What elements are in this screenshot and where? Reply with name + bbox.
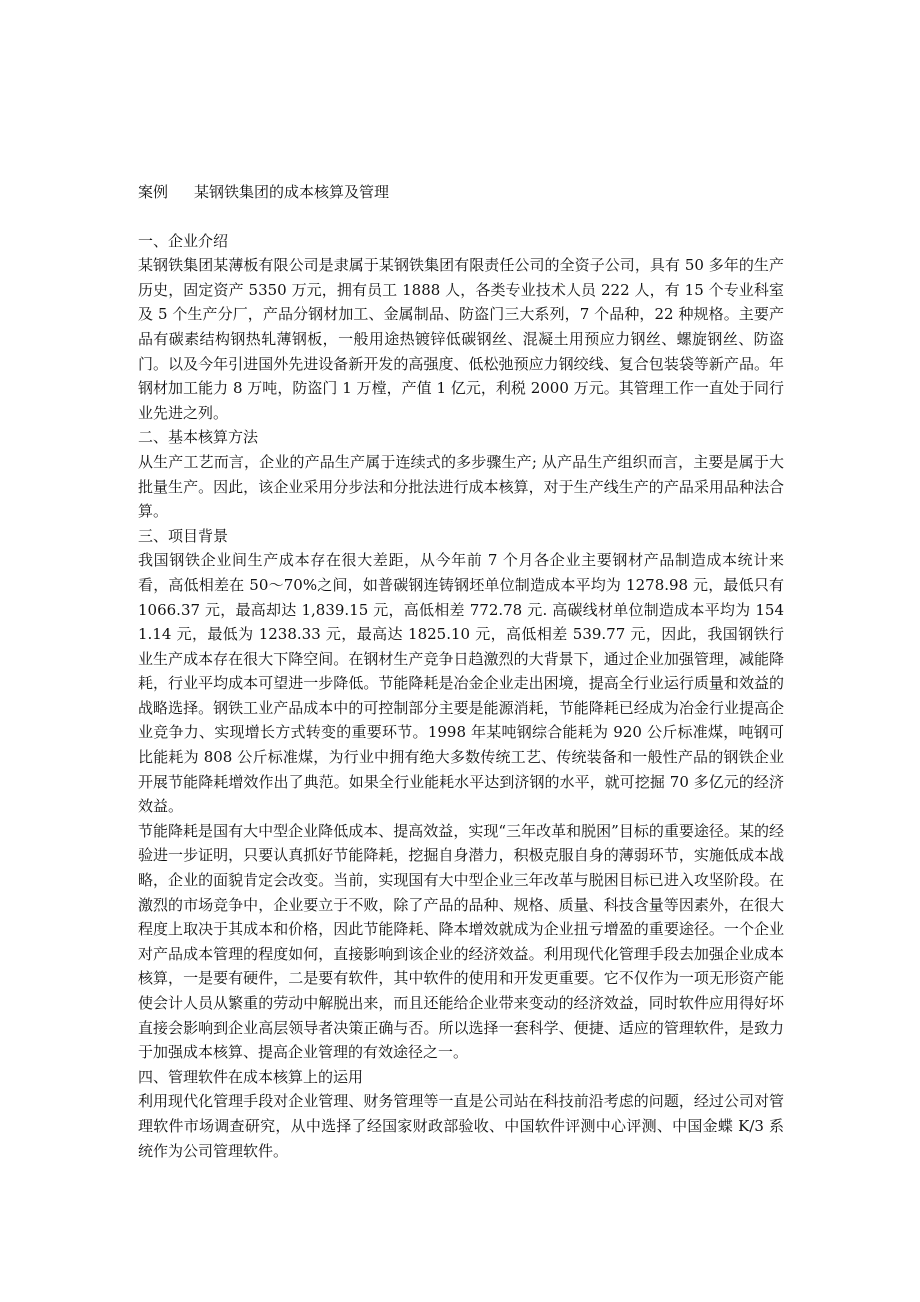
section-accounting-method — [138, 425, 784, 523]
document-page — [138, 180, 784, 1163]
section-heading: 一、企业介绍 — [138, 231, 229, 250]
section-software-application — [138, 1065, 784, 1163]
section-heading: 三、项目背景 — [138, 526, 229, 545]
section-project-background — [138, 524, 784, 1065]
section-company-intro — [138, 229, 784, 426]
paragraph: 从生产工艺而言，企业的产品生产属于连续式的多步骤生产; 从产品生产组织而言，主要是属于大批量生产。因此，该企业采用分步法和分批法进行成本核算，对于生产线生产的产品采用品种法合算。 — [138, 452, 784, 521]
paragraph: 某钢铁集团某薄板有限公司是隶属于某钢铁集团有限责任公司的全资子公司，具有 50 多年的生产历史，固定资产 5350 万元，拥有员工 1888 人，各类专业技术人员 222 人，有 15 个专业科室及 5 个生产分厂，产品分钢材加工、金属制品、防盗门三大系列，7 个品种，22 种规格。主要产品有碳素结构钢热轧薄钢板，一般用途热镀锌低碳钢丝、混凝土用预应力钢丝、螺旋钢丝、防盗门。以及今年引进国外先进设备新开发的高强度、低松弛预应力钢绞线、复合包装袋等新产品。年钢材加工能力 8 万吨，防盗门 1 万樘，产值 1 亿元，利税 2000 万元。其管理工作一直处于同行业先进之列。 — [138, 256, 784, 422]
title-prefix: 案例 — [138, 183, 169, 201]
section-heading: 二、基本核算方法 — [138, 428, 259, 447]
paragraph: 我国钢铁企业间生产成本存在很大差距，从今年前 7 个月各企业主要钢材产品制造成本统计来看，高低相差在 50～70%之间，如普碳钢连铸钢坯单位制造成本平均为 1278.98 元，最低只有 1066.37 元，最高却达 1,839.15 元，高低相差 772.78 元. 高碳线材单位制造成本平均为 1541.14 元，最低为 1238.33 元，最高达 1825.10 元，高低相差 539.77 元，因此，我国钢铁行业生产成本存在很大下降空间。在钢材生产竞争日趋激烈的大背景下，通过企业加强管理，减能降耗，行业平均成本可望进一步降低。节能降耗是冶金企业走出困境，提高全行业运行质量和效益的战略选择。钢铁工业产品成本中的可控制部分主要是能源消耗，节能降耗已经成为冶金行业提高企业竞争力、实现增长方式转变的重要环节。1998 年某吨钢综合能耗为 920 公斤标准煤，吨钢可比能耗为 808 公斤标准煤，为行业中拥有绝大多数传统工艺、传统装备和一般性产品的钢铁企业开展节能降耗增效作出了典范。如果全行业能耗水平达到济钢的水平，就可挖掘 70 多亿元的经济效益。 — [138, 551, 784, 816]
paragraph: 节能降耗是国有大中型企业降低成本、提高效益，实现“三年改革和脱困”目标的重要途径。某的经验进一步证明，只要认真抓好节能降耗，挖掘自身潜力，积极克服自身的薄弱环节，实施低成本战略，企业的面貌肯定会改变。当前，实现国有大中型企业三年改革与脱困目标已进入攻坚阶段。在激烈的市场竞争中，企业要立于不败，除了产品的品种、规格、质量、科技含量等因素外，在很大程度上取决于其成本和价格，因此节能降耗、降本增效就成为企业扭亏增盈的重要途径。一个企业对产品成本管理的程度如何，直接影响到该企业的经济效益。利用现代化管理手段去加强企业成本核算，一是要有硬件，二是要有软件，其中软件的使用和开发更重要。它不仅作为一项无形资产能使会计人员从繁重的劳动中解脱出来，而且还能给企业带来变动的经济效益，同时软件应用得好坏直接会影响到企业高层领导者决策正确与否。所以选择一套科学、便捷、适应的管理软件，是致力于加强成本核算、提高企业管理的有效途径之一。 — [138, 821, 784, 1062]
title-main: 某钢铁集团的成本核算及管理 — [194, 183, 390, 201]
paragraph: 利用现代化管理手段对企业管理、财务管理等一直是公司站在科技前沿考虑的问题，经过公司对管理软件市场调查研究，从中选择了经国家财政部验收、中国软件评测中心评测、中国金蝶 K/3 系统作为公司管理软件。 — [138, 1092, 784, 1160]
section-heading: 四、管理软件在成本核算上的运用 — [138, 1067, 364, 1086]
document-title — [138, 180, 784, 205]
